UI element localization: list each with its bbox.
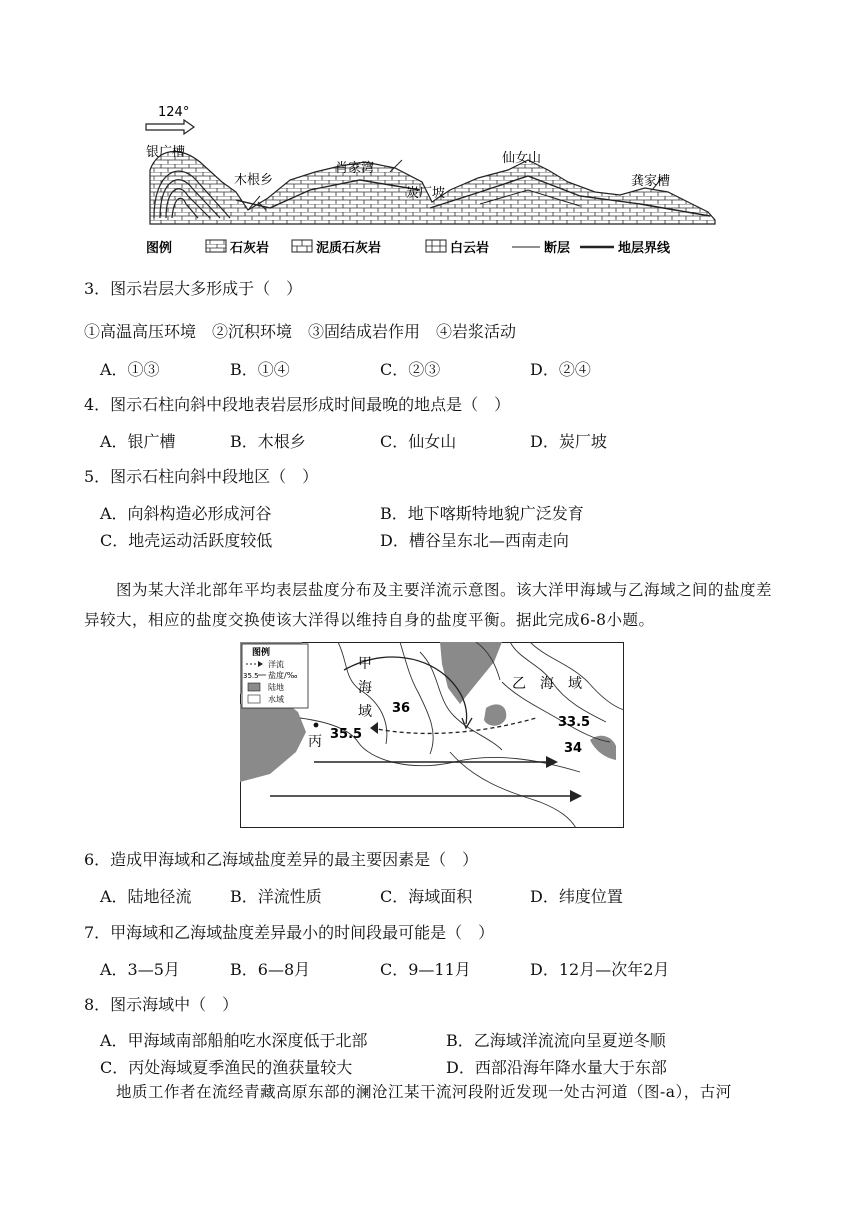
svg-text:断层: 断层 bbox=[544, 241, 571, 256]
q8-option-c[interactable]: C．丙处海域夏季渔民的渔获量较大 bbox=[100, 1058, 353, 1077]
svg-text:泥质石灰岩: 泥质石灰岩 bbox=[316, 241, 382, 256]
q4-option-d[interactable]: D．炭厂坡 bbox=[530, 432, 607, 451]
q5-stem: 5．图示石柱向斜中段地区（ ） bbox=[84, 467, 319, 486]
legend-strata-boundary bbox=[580, 240, 671, 256]
label-gongjiacao: 龚家槽 bbox=[631, 174, 671, 189]
q4-option-b[interactable]: B．木根乡 bbox=[230, 432, 306, 451]
q3-option-d[interactable]: D．②④ bbox=[530, 360, 591, 379]
q5-option-a[interactable]: A．向斜构造必形成河谷 bbox=[100, 504, 272, 523]
point-bing bbox=[314, 723, 319, 728]
svg-text:石灰岩: 石灰岩 bbox=[230, 241, 270, 256]
q6-stem: 6．造成甲海域和乙海域盐度差异的最主要因素是（ ） bbox=[84, 850, 479, 869]
q7-option-a[interactable]: A．3—5月 bbox=[100, 960, 180, 979]
q7-option-d[interactable]: D．12月—次年2月 bbox=[530, 960, 670, 979]
svg-text:陆地: 陆地 bbox=[268, 683, 284, 692]
label-xiaojiawan: 肖家湾 bbox=[335, 161, 375, 176]
geologic-section-figure bbox=[140, 100, 720, 265]
q4-stem: 4．图示石柱向斜中段地表岩层形成时间最晚的地点是（ ） bbox=[84, 395, 511, 414]
label-xiannvshan: 仙女山 bbox=[502, 151, 542, 166]
ocean-salinity-map bbox=[240, 642, 624, 828]
direction-arrow-icon bbox=[146, 120, 194, 134]
q3-option-c[interactable]: C．②③ bbox=[380, 360, 441, 379]
legend-title: 图例 bbox=[146, 241, 173, 256]
label-jia-2: 海 bbox=[358, 680, 372, 696]
q3-choices: ①高温高压环境 ②沉积环境 ③固结成岩作用 ④岩浆活动 bbox=[84, 322, 517, 341]
legend-dolomite bbox=[426, 240, 489, 256]
intro-paragraph-ocean: 图为某大洋北部年平均表层盐度分布及主要洋流示意图。该大洋甲海域与乙海域之间的盐度差异较大，相应的盐度交换使该大洋得以维持自身的盐度平衡。据此完成6-8小题。 bbox=[84, 581, 773, 629]
svg-text:35.5: 35.5 bbox=[243, 672, 259, 680]
q3-option-a[interactable]: A．①③ bbox=[100, 360, 160, 379]
q6-option-c[interactable]: C．海域面积 bbox=[380, 887, 473, 906]
iso-label-35-5: 35.5 bbox=[330, 727, 363, 742]
q5-option-d[interactable]: D．槽谷呈东北—西南走向 bbox=[380, 531, 569, 550]
svg-text:地层界线: 地层界线 bbox=[618, 241, 671, 256]
q6-option-b[interactable]: B．洋流性质 bbox=[230, 887, 322, 906]
label-bing: 丙 bbox=[308, 734, 322, 750]
legend-argillaceous-limestone bbox=[292, 240, 381, 256]
svg-text:洋流: 洋流 bbox=[268, 660, 284, 669]
label-yinguangcao: 银广槽 bbox=[146, 145, 186, 160]
svg-text:盐度/‰: 盐度/‰ bbox=[268, 671, 298, 680]
map-legend bbox=[242, 644, 308, 708]
q6-option-a[interactable]: A．陆地径流 bbox=[100, 887, 192, 906]
q5-option-c[interactable]: C．地壳运动活跃度较低 bbox=[100, 531, 273, 550]
q8-option-a[interactable]: A．甲海域南部船舶吃水深度低于北部 bbox=[100, 1031, 368, 1050]
q5-option-b[interactable]: B．地下喀斯特地貌广泛发育 bbox=[380, 504, 584, 523]
label-tanchangpo: 炭厂坡 bbox=[406, 186, 446, 201]
q3-stem: 3．图示岩层大多形成于（ ） bbox=[84, 279, 303, 298]
q8-stem: 8．图示海域中（ ） bbox=[84, 995, 239, 1014]
label-mugenxiang: 木根乡 bbox=[234, 173, 274, 188]
q8-option-b[interactable]: B．乙海域洋流流向呈夏逆冬顺 bbox=[446, 1031, 666, 1050]
iso-label-33-5: 33.5 bbox=[558, 715, 591, 730]
q4-option-a[interactable]: A．银广槽 bbox=[100, 432, 176, 451]
q6-option-d[interactable]: D．纬度位置 bbox=[530, 887, 623, 906]
q8-option-d[interactable]: D．西部沿海年降水量大于东部 bbox=[446, 1058, 667, 1077]
legend-fault bbox=[512, 240, 570, 256]
arrow-label: 124° bbox=[158, 105, 190, 120]
iso-label-36: 36 bbox=[392, 701, 411, 716]
q7-stem: 7．甲海域和乙海域盐度差异最小的时间段最可能是（ ） bbox=[84, 923, 495, 942]
svg-text:水域: 水域 bbox=[268, 695, 284, 704]
q3-option-b[interactable]: B．①④ bbox=[230, 360, 290, 379]
label-jia-3: 域 bbox=[358, 704, 372, 720]
q7-option-b[interactable]: B．6—8月 bbox=[230, 960, 311, 979]
svg-text:图例: 图例 bbox=[252, 648, 271, 658]
svg-text:白云岩: 白云岩 bbox=[450, 241, 490, 256]
iso-label-34: 34 bbox=[564, 741, 583, 756]
q4-option-c[interactable]: C．仙女山 bbox=[380, 432, 457, 451]
label-yi: 乙 海 域 bbox=[512, 676, 582, 692]
q7-option-c[interactable]: C．9—11月 bbox=[380, 960, 471, 979]
legend-limestone bbox=[206, 240, 269, 256]
intro-paragraph-river: 地质工作者在流经青藏高原东部的澜沧江某干流河段附近发现一处古河道（图-a），古河 bbox=[116, 1083, 732, 1101]
label-jia-1: 甲 bbox=[358, 656, 372, 672]
